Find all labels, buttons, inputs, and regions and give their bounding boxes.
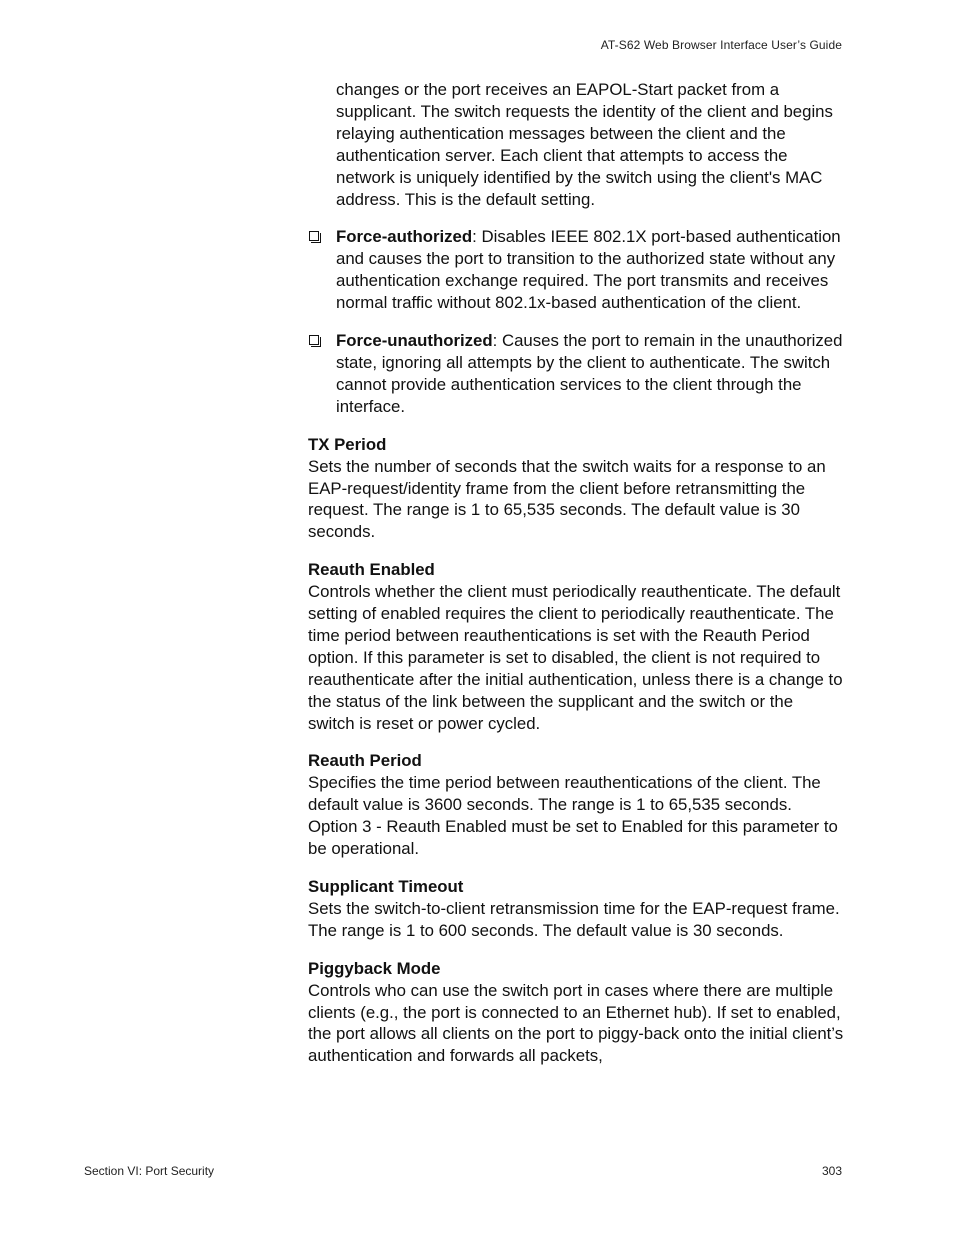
checkbox-bullet-icon (309, 231, 319, 241)
section-reauth-period (308, 750, 844, 860)
section-tx-period (308, 434, 844, 544)
page-body (308, 79, 844, 1083)
section-body: Sets the switch-to-client retransmission time for the EAP-request frame. The range is 1 to 600 seconds. The default value is 30 seconds. (308, 898, 840, 940)
section-heading: Reauth Enabled (308, 560, 435, 580)
bullet-force-authorized (308, 226, 844, 314)
page-number: 303 (821, 1164, 842, 1178)
bullet-term: Force-unauthorized (336, 331, 493, 351)
section-body: Sets the number of seconds that the switch waits for a response to an EAP-request/identity frame from the client before retransmitting the request. The range is 1 to 65,535 seconds. The default value is 30 seconds. (308, 456, 826, 542)
section-heading: Reauth Period (308, 751, 422, 771)
section-heading: Supplicant Timeout (308, 877, 464, 896)
running-header: AT-S62 Web Browser Interface User’s Guide (600, 38, 842, 52)
section-heading: Piggyback Mode (308, 958, 441, 978)
section-body: Controls who can use the switch port in cases where there are multiple clients (e.g., the port is connected to an Ethernet hub). If set to enabled, the port allows all clients on the port to piggy-back onto the initial client’s authentication and forwards all packets, (308, 980, 844, 1066)
checkbox-bullet-icon (309, 335, 319, 345)
section-piggyback-mode (308, 958, 844, 1068)
section-body: Specifies the time period between reauthentications of the client. The default value is 3600 seconds. The range is 1 to 65,535 seconds. Option 3 - Reauth Enabled must be set to Enabled for this parameter to be operational. (308, 773, 838, 859)
section-supplicant-timeout (308, 876, 844, 942)
bullet-text: : Disables IEEE 802.1X port-based authentication and causes the port to transition to the authorized state without any authentication exchange required. The port transmits and receives normal traffic without 802.1x-based authentication of the client. (336, 227, 841, 313)
section-reauth-enabled (308, 559, 844, 734)
bullet-force-unauthorized (308, 330, 844, 418)
bullet-text: : Causes the port to remain in the unauthorized state, ignoring all attempts by the client to authenticate. The switch cannot provide authentication services to the client through the interface. (336, 331, 843, 416)
section-body: Controls whether the client must periodically reauthenticate. The default setting of enabled requires the client to periodically reauthenticate. The time period between reauthentications is set with the Reauth Period option. If this parameter is set to disabled, the client is not required to reauthenticate after the initial authentication, unless there is a change to the status of the link between the supplicant and the switch or the switch is reset or power cycled. (308, 582, 843, 733)
continued-paragraph: changes or the port receives an EAPOL-Start packet from a supplicant. The switch requests the identity of the client and begins relaying authentication messages between the client and the authentication server. Each client that attempts to access the network is uniquely identified by the switch using the client's MAC address. This is the default setting. (336, 80, 833, 209)
footer-section-label: Section VI: Port Security (84, 1164, 215, 1178)
section-heading: TX Period (308, 434, 387, 454)
bullet-term: Force-authorized (336, 227, 473, 247)
